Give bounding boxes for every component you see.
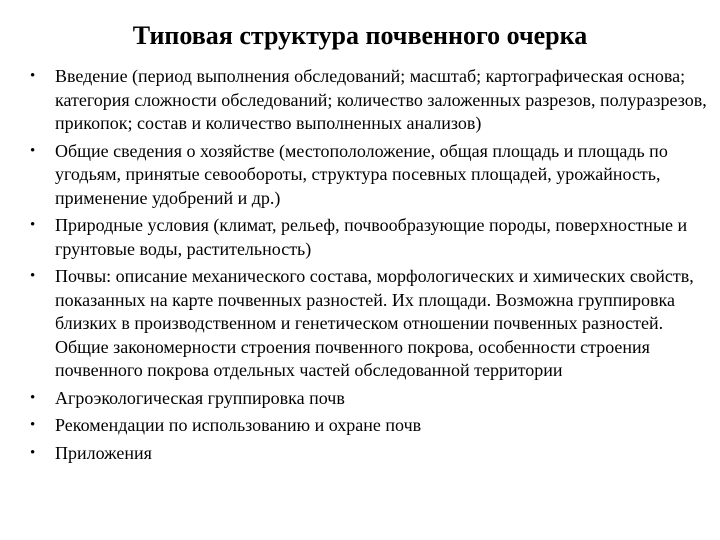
bullet-item-recommendations bbox=[28, 414, 714, 438]
bullet-item-agroecological-grouping bbox=[28, 387, 714, 411]
bullet-item-natural-conditions bbox=[28, 214, 714, 261]
bullet-icon: • bbox=[30, 389, 36, 406]
bullet-icon: • bbox=[30, 417, 36, 433]
bullet-item-introduction bbox=[28, 65, 714, 136]
bullet-text: Общие сведения о хозяйстве (местопололожение, общая площадь и площадь по угодьям, принятые севообороты, структура посевных площадей, урожайность, применение удобрений и др.) bbox=[55, 140, 668, 208]
bullet-text: Агроэкологическая группировка почв bbox=[55, 387, 345, 408]
bullet-icon: • bbox=[30, 142, 36, 159]
bullet-icon: • bbox=[30, 217, 36, 233]
bullet-text: Введение (период выполнения обследований; масштаб; картографическая основа; категория сложности обследований; количество заложенных разрезов, полуразрезов, прикопок; состав и количество выполненных анализов) bbox=[55, 66, 707, 133]
bullet-item-appendices bbox=[28, 442, 714, 466]
bullet-item-soils bbox=[28, 265, 714, 383]
bullet-text: Почвы: описание механического состава, морфологических и химических свойств, показанных на карте почвенных разностей. Их площади. Возможна группировка близких в производственном и генетическом отношении почвенных разностей. Общие закономерности строения почвенного покрова, особенности строения почвенного покрова отдельных частей обследованной территории bbox=[55, 266, 694, 380]
bullet-icon: • bbox=[30, 444, 36, 461]
bullet-text: Рекомендации по использованию и охране почв bbox=[55, 415, 422, 435]
bullet-list bbox=[28, 65, 714, 469]
slide-title: Типовая структура почвенного очерка bbox=[132, 21, 588, 50]
bullet-icon: • bbox=[30, 68, 36, 84]
bullet-icon: • bbox=[30, 268, 36, 284]
bullet-text: Приложения bbox=[55, 442, 152, 463]
bullet-text: Природные условия (климат, рельеф, почвообразующие породы, поверхностные и грунтовые воды, растительность) bbox=[55, 215, 688, 259]
bullet-item-farm-info bbox=[28, 140, 714, 211]
